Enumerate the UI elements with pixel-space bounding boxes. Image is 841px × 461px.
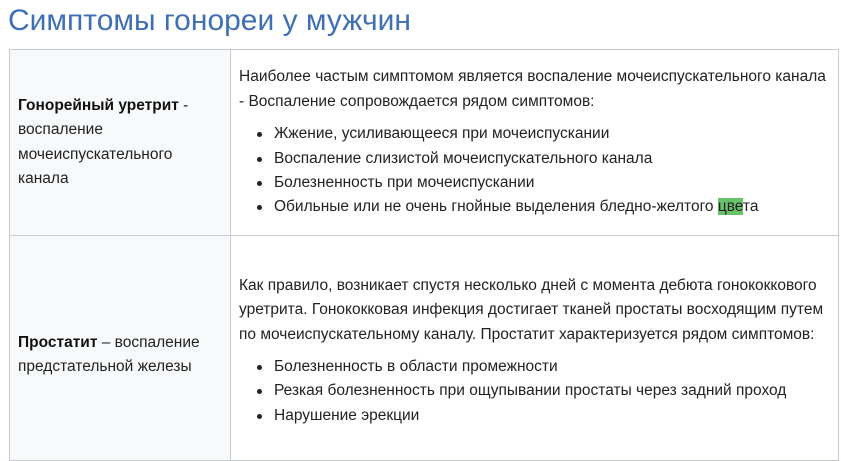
term-description: – воспаление предстательной железы xyxy=(18,333,200,375)
term-name: Гонорейный уретрит xyxy=(18,96,179,114)
list-item-text: Обильные или не очень гнойные выделения бледно-желтого xyxy=(274,198,718,216)
term-cell xyxy=(10,50,231,236)
list-item: Болезненность в области промежности xyxy=(274,355,830,379)
description-intro: Наиболее частым симптомом является воспаление мочеиспускательного канала - Воспаление сопровождается рядом симптомов: xyxy=(239,68,826,110)
description-cell xyxy=(231,236,839,461)
term-cell xyxy=(10,236,231,461)
list-item: Жжение, усиливающееся при мочеиспускании xyxy=(274,122,830,146)
list-item xyxy=(274,195,830,219)
table-row xyxy=(10,50,839,236)
description-cell xyxy=(231,50,839,236)
table-row xyxy=(10,236,839,461)
term-description: - воспаление мочеиспускательного канала xyxy=(18,96,189,187)
list-item: Болезненность при мочеиспускании xyxy=(274,171,830,195)
symptoms-table xyxy=(9,49,839,461)
symptom-list xyxy=(239,122,830,220)
description-intro: Как правило, возникает спустя несколько дней с момента дебюта гонококкового уретрита. Гонококковая инфекция достигает тканей простаты восходящим путем по мочеиспускательному каналу. Простатит характеризуется рядом симптомов: xyxy=(239,276,824,343)
list-item: Резкая болезненность при ощупывании простаты через задний проход xyxy=(274,379,830,403)
page-title: Симптомы гонореи у мужчин xyxy=(8,4,411,37)
list-item: Нарушение эрекции xyxy=(274,404,830,428)
list-item-text-end: та xyxy=(742,198,759,216)
symptom-list xyxy=(239,355,830,428)
term-name: Простатит xyxy=(18,333,98,351)
highlighted-text: цве xyxy=(717,198,743,216)
list-item: Воспаление слизистой мочеиспускательного канала xyxy=(274,147,830,171)
